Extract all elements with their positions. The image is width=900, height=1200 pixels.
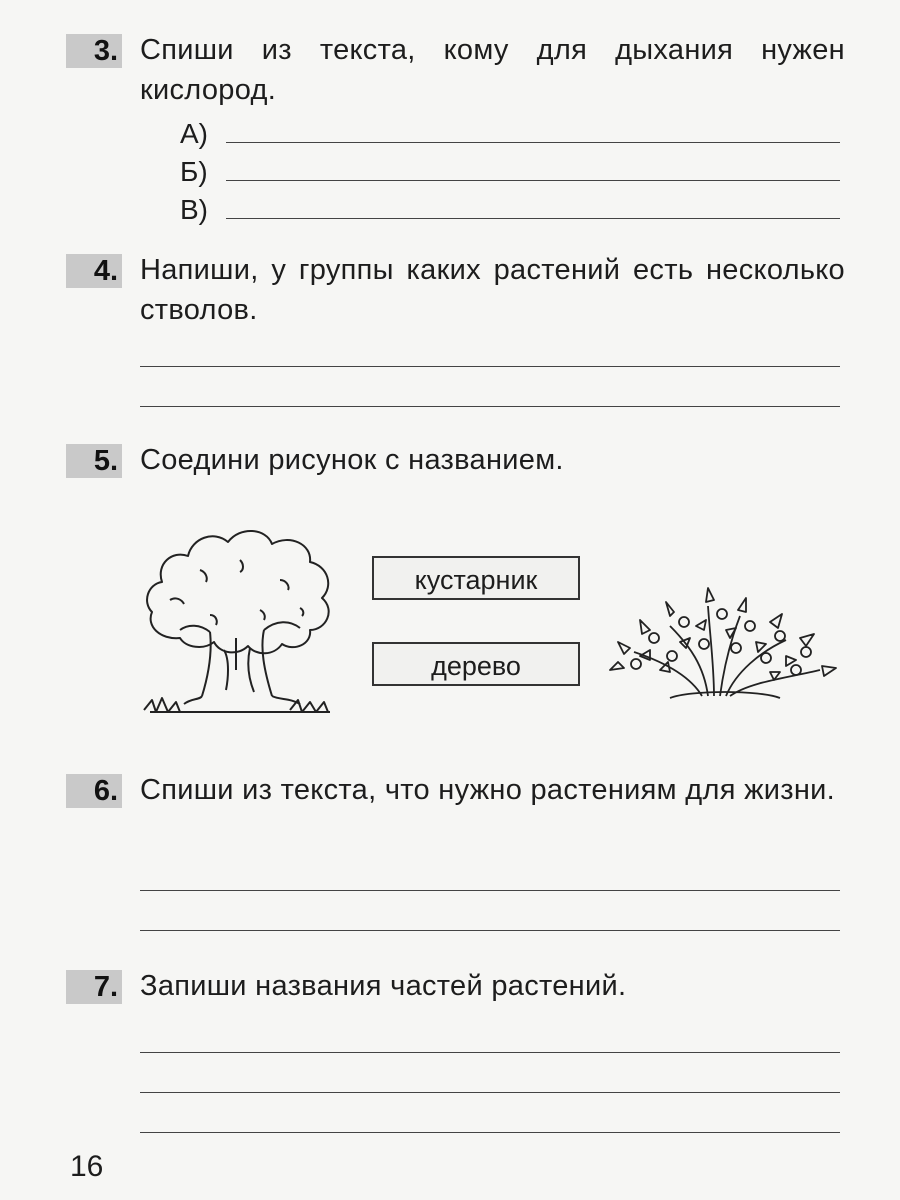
- task-question: Напиши, у группы каких растений есть несколько стволов.: [140, 254, 845, 326]
- task-number: 6.: [66, 774, 122, 808]
- answer-label: А): [180, 118, 208, 149]
- answer-line[interactable]: [226, 142, 840, 143]
- name-box-tree[interactable]: дерево: [372, 642, 580, 686]
- answer-label: Б): [180, 156, 208, 187]
- answer-line[interactable]: [140, 930, 840, 931]
- answer-label: В): [180, 194, 208, 225]
- answer-line[interactable]: [140, 1052, 840, 1053]
- task-number: 4.: [66, 254, 122, 288]
- task-question: Спиши из текста, кому для дыхания нужен кислород.: [140, 34, 845, 106]
- name-box-shrub[interactable]: кустарник: [372, 556, 580, 600]
- task-question: Соедини рисунок с названием.: [140, 444, 564, 476]
- answer-line[interactable]: [226, 180, 840, 181]
- answer-line[interactable]: [140, 890, 840, 891]
- task-question: Запиши названия частей растений.: [140, 970, 627, 1002]
- answer-line[interactable]: [140, 1132, 840, 1133]
- task-number: 5.: [66, 444, 122, 478]
- shrub-picture[interactable]: [610, 586, 840, 706]
- answer-line[interactable]: [140, 366, 840, 367]
- task-question: Спиши из текста, что нужно растениям для жизни.: [140, 774, 836, 806]
- page-number: 16: [70, 1150, 104, 1183]
- task-number: 7.: [66, 970, 122, 1004]
- answer-line[interactable]: [140, 406, 840, 407]
- answer-line[interactable]: [140, 1092, 840, 1093]
- answer-line[interactable]: [226, 218, 840, 219]
- tree-picture[interactable]: [140, 520, 340, 720]
- task-number: 3.: [66, 34, 122, 68]
